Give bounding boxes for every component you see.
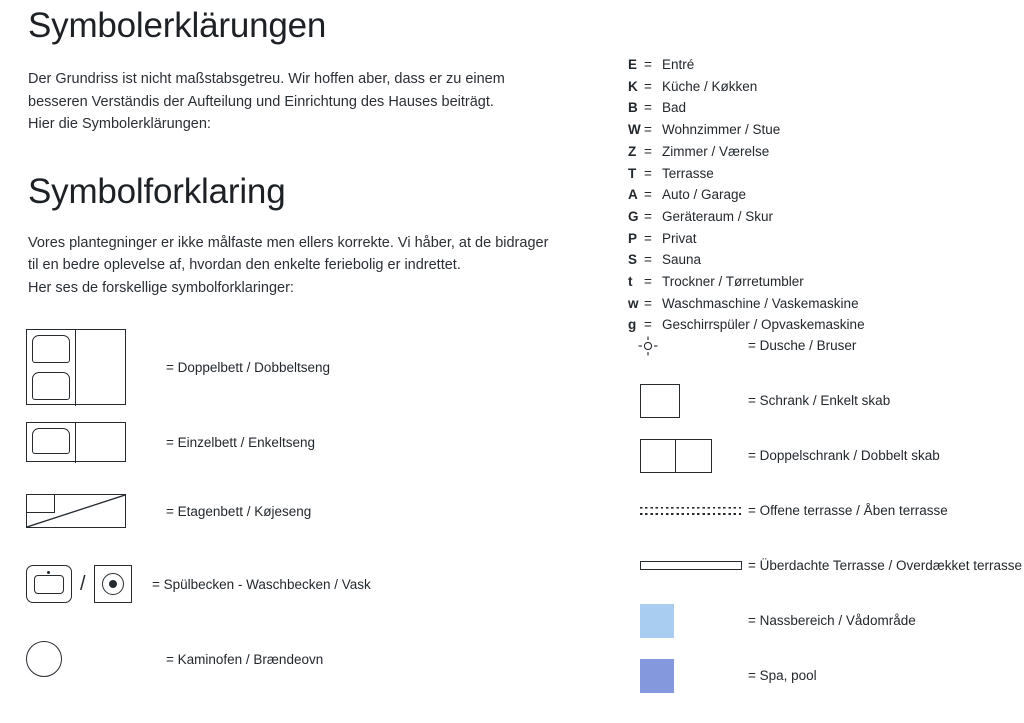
legend-row-wardrobe-single xyxy=(628,373,1024,428)
abbreviation-row xyxy=(628,271,1024,293)
abbr-value: Wohnzimmer / Stue xyxy=(662,122,781,138)
legend-row-single-bed xyxy=(26,408,586,476)
abbr-value: Geräteraum / Skur xyxy=(662,208,774,224)
abbr-key: P xyxy=(628,230,638,246)
abbr-key: S xyxy=(628,252,638,268)
abbreviation-row xyxy=(628,228,1024,250)
intro-paragraph-dk xyxy=(28,232,608,300)
abbr-value: Waschmaschine / Vaskemaskine xyxy=(662,295,859,311)
abbreviation-row xyxy=(628,249,1024,271)
left-text-column xyxy=(28,0,608,299)
abbreviation-row xyxy=(628,206,1024,228)
abbr-key: K xyxy=(628,78,638,94)
legend-row-stove xyxy=(26,622,586,696)
abbreviation-list xyxy=(628,54,1024,336)
abbreviation-row xyxy=(628,293,1024,315)
abbr-key: B xyxy=(628,100,638,116)
legend-row-wet-room xyxy=(628,593,1024,648)
intro-dk-line-1: Vores plantegninger er ikke målfaste men ellers korrekte. Vi håber, at de bidrager xyxy=(28,234,549,251)
right-symbol-list xyxy=(628,318,1024,703)
abbr-equals: = xyxy=(644,252,652,268)
abbr-equals: = xyxy=(644,57,652,72)
abbr-key: G xyxy=(628,208,639,224)
abbr-key: T xyxy=(628,165,637,181)
legend-label-double-bed: = Doppelbett / Dobbeltseng xyxy=(166,359,330,375)
abbr-key: t xyxy=(628,274,633,290)
legend-label-wardrobe-single: = Schrank / Enkelt skab xyxy=(748,393,891,408)
abbreviation-row xyxy=(628,184,1024,206)
left-symbol-list xyxy=(26,326,586,696)
abbr-value: Trockner / Tørretumbler xyxy=(662,274,804,290)
legend-row-shower xyxy=(628,318,1024,373)
wardrobe-double-icon xyxy=(628,439,748,473)
abbr-key: g xyxy=(628,317,637,333)
abbr-value: Geschirrspüler / Opvaskemaskine xyxy=(662,317,865,333)
legend-row-double-bed xyxy=(26,326,586,408)
abbr-equals: = xyxy=(644,122,652,138)
abbr-key: W xyxy=(628,122,641,138)
abbr-equals: = xyxy=(644,187,652,203)
intro-de-line-3: Hier die Symbolerklärungen: xyxy=(28,116,211,132)
legend-label-wardrobe-double: = Doppelschrank / Dobbelt skab xyxy=(748,448,940,463)
washbasin-round-icon xyxy=(94,565,132,603)
wood-stove-icon xyxy=(26,641,138,677)
legend-row-covered-terrace xyxy=(628,538,1024,593)
page-title-de: Symbolerklärungen xyxy=(28,6,327,45)
legend-row-sink xyxy=(26,546,586,622)
open-terrace-icon xyxy=(628,507,748,515)
abbreviation-row xyxy=(628,97,1024,119)
intro-de-line-2: besseren Verständis der Aufteilung und Einrichtung des Hauses beiträgt. xyxy=(28,93,494,110)
wardrobe-single-icon xyxy=(628,384,748,418)
page-title-dk: Symbolforklaring xyxy=(28,171,286,211)
abbreviation-row xyxy=(628,163,1024,185)
legend-label-spa-pool: = Spa, pool xyxy=(748,668,817,683)
legend-row-bunk-bed xyxy=(26,476,586,546)
abbreviation-row xyxy=(628,141,1024,163)
legend-label-single-bed: = Einzelbett / Enkeltseng xyxy=(166,434,315,450)
legend-label-open-terrace: = Offene terrasse / Åben terrasse xyxy=(748,503,948,518)
abbr-value: Auto / Garage xyxy=(662,187,747,203)
double-bed-icon xyxy=(26,329,138,405)
abbreviation-row xyxy=(628,119,1024,141)
abbr-equals: = xyxy=(644,295,652,311)
legend-label-covered-terrace: = Überdachte Terrasse / Overdækket terrasse xyxy=(748,558,1022,573)
abbr-equals: = xyxy=(644,230,652,246)
legend-label-sink: = Spülbecken - Waschbecken / Vask xyxy=(152,576,371,592)
abbr-value: Entré xyxy=(662,57,695,72)
legend-label-bunk-bed: = Etagenbett / Køjeseng xyxy=(166,503,312,519)
legend-label-wet-room: = Nassbereich / Vådområde xyxy=(748,613,916,628)
covered-terrace-icon xyxy=(628,561,748,570)
abbr-equals: = xyxy=(644,143,652,159)
abbr-value: Terrasse xyxy=(662,165,714,181)
abbr-value: Bad xyxy=(662,100,687,116)
abbr-equals: = xyxy=(644,100,652,116)
intro-paragraph-de xyxy=(28,68,608,136)
abbr-value: Zimmer / Værelse xyxy=(662,143,770,159)
abbreviation-row xyxy=(628,54,1024,76)
abbr-key: Z xyxy=(628,143,637,159)
abbr-key: A xyxy=(628,187,638,203)
intro-de-line-1: Der Grundriss ist nicht maßstabsgetreu. Wir hoffen aber, dass er zu einem xyxy=(28,71,505,87)
legend-row-open-terrace xyxy=(628,483,1024,538)
single-bed-icon xyxy=(26,422,138,462)
abbr-value: Privat xyxy=(662,230,697,246)
abbreviation-row xyxy=(628,76,1024,98)
legend-label-shower: = Dusche / Bruser xyxy=(748,338,857,353)
sink-basin-icon xyxy=(26,565,72,603)
abbr-key: w xyxy=(628,295,639,311)
shower-icon xyxy=(628,336,748,356)
bunk-bed-icon xyxy=(26,494,138,528)
wet-room-swatch-icon xyxy=(628,604,748,638)
abbr-key: E xyxy=(628,57,638,72)
abbr-value: Sauna xyxy=(662,252,702,268)
abbr-value: Küche / Køkken xyxy=(662,78,758,94)
abbr-equals: = xyxy=(644,317,652,333)
intro-dk-line-2: til en bedre oplevelse af, hvordan den enkelte feriebolig er indrettet. xyxy=(28,257,461,273)
intro-dk-line-3: Her ses de forskellige symbolforklaringer: xyxy=(28,279,294,296)
legend-label-stove: = Kaminofen / Brændeovn xyxy=(166,651,324,667)
abbr-equals: = xyxy=(644,165,652,181)
abbr-equals: = xyxy=(644,274,652,290)
abbr-equals: = xyxy=(644,208,652,224)
separator-slash: / xyxy=(80,572,86,595)
legend-row-spa-pool xyxy=(628,648,1024,703)
abbr-equals: = xyxy=(644,78,652,94)
spa-pool-swatch-icon xyxy=(628,659,748,693)
sink-washbasin-icon xyxy=(26,565,138,603)
legend-row-wardrobe-double xyxy=(628,428,1024,483)
